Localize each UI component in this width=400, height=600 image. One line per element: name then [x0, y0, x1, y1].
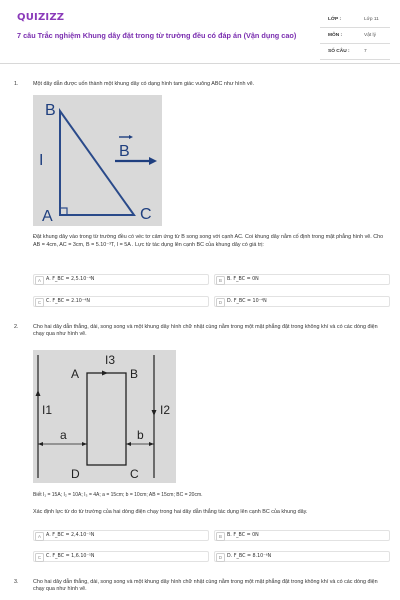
quizizz-logo: QUIZIZZ — [17, 12, 65, 23]
label-b-corner: B — [130, 367, 139, 381]
wire-frame-diagram — [33, 350, 176, 483]
right-angle-mark — [60, 208, 67, 215]
question-2-figure — [33, 350, 176, 483]
choice-badge: C — [35, 553, 44, 562]
q1-choice-d[interactable] — [214, 296, 390, 307]
header-divider — [0, 63, 400, 64]
label-a-vertex: A — [42, 208, 53, 225]
choice-text: D. F_BC = 10⁻⁴N — [227, 298, 267, 304]
label-b-vertex: B — [45, 102, 56, 119]
choice-badge: C — [35, 298, 44, 307]
meta-value-class: Lớp 11 — [364, 17, 379, 22]
distance-a-arrow-left — [38, 442, 43, 446]
label-d-corner: D — [71, 467, 80, 481]
q1-choice-b[interactable] — [214, 274, 390, 285]
choice-badge: D — [216, 553, 225, 562]
choice-text: A. F_BC = 2,4.10⁻⁵N — [46, 532, 95, 538]
q2-choice-a[interactable] — [33, 530, 209, 541]
question-1-text: Một dây dẫn được uốn thành một khung dây có dạng hình tam giác vuông ABC như hình vẽ. — [33, 81, 255, 87]
choice-text: C. F_BC = 2.10⁻⁴N — [46, 298, 90, 304]
field-arrow-head — [149, 157, 157, 165]
distance-b-arrow-left — [126, 442, 131, 446]
label-c-corner: C — [130, 467, 139, 481]
triangle-abc — [60, 111, 134, 215]
q1-choice-c[interactable] — [33, 296, 209, 307]
document-title: 7 câu Trắc nghiệm Khung dây đặt trong từ trường đều có đáp án (Vận dụng cao) — [17, 31, 297, 40]
vector-arrow-head — [129, 135, 133, 139]
q2-choice-d[interactable] — [214, 551, 390, 562]
distance-a-arrow-right — [82, 442, 87, 446]
choice-text: C. F_BC = 1,6.10⁻⁵N — [46, 553, 95, 559]
meta-label-count: SỐ CÂU : — [328, 49, 350, 54]
choice-badge: B — [216, 532, 225, 541]
rectangular-frame — [87, 373, 126, 465]
choice-badge: D — [216, 298, 225, 307]
meta-row-class — [320, 12, 390, 28]
question-2-given: Biết I₁ = 15A; I₂ = 10A; I₃ = 4A; a = 15cm; b = 10cm; AB = 15cm; BC = 20cm. — [33, 492, 203, 498]
label-a-corner: A — [71, 367, 80, 381]
question-3-text: Cho hai dây dẫn thẳng, dài, song song và một khung dây hình chữ nhật cùng nằm trong một mặt phẳng đặt trong không khí và có các dòng điện chạy qua như hình vẽ. — [33, 579, 378, 593]
meta-row-count — [320, 44, 390, 60]
meta-value-count: 7 — [364, 49, 367, 54]
question-1-figure — [33, 95, 162, 226]
label-i3: I3 — [105, 353, 116, 367]
question-2-body: Xác định lực từ do từ trường của hai dòng điện chạy trong hai dây dẫn thẳng tác dụng lên cạnh BC của khung dây. — [33, 509, 308, 515]
choice-text: D. F_BC = 8.10⁻⁶N — [227, 553, 272, 559]
question-2-number: 2. — [14, 324, 19, 330]
meta-panel — [320, 12, 390, 60]
choice-badge: A — [35, 276, 44, 285]
question-2-text: Cho hai dây dẫn thẳng, dài, song song và một khung dây hình chữ nhật cùng nằm trong một mặt phẳng đặt trong không khí và có các dòng điện chạy qua như hình vẽ. — [33, 324, 378, 338]
q2-choice-c[interactable] — [33, 551, 209, 562]
label-distance-b: b — [137, 428, 144, 442]
choice-text: B. F_BC = 0N — [227, 532, 259, 538]
label-current-i: I — [39, 152, 44, 169]
question-1-number: 1. — [14, 81, 19, 87]
label-i2: I2 — [160, 403, 171, 417]
q1-choice-a[interactable] — [33, 274, 209, 285]
wire-1-arrow — [36, 390, 41, 396]
question-3-number: 3. — [14, 579, 19, 585]
choice-badge: A — [35, 532, 44, 541]
meta-label-class: LỚP : — [328, 17, 342, 22]
question-1-body: Đặt khung dây vào trong từ trường đều có véc tơ cảm ứng từ B song song với cạnh AC. Coi khung dây nằm cố định trong mặt phẳng hình vẽ. Cho AB = 4cm, AC = 3cm, B = 5.10⁻³T, I = 5A . Lực từ tác dụng lên cạnh BC của khung dây có giá trị: — [33, 234, 384, 248]
q2-choice-b[interactable] — [214, 530, 390, 541]
meta-label-subject: MÔN : — [328, 33, 343, 38]
frame-current-arrow — [102, 371, 108, 376]
wire-2-arrow — [152, 410, 157, 416]
label-i1: I1 — [42, 403, 53, 417]
triangle-diagram — [33, 95, 162, 226]
choice-text: B. F_BC = 0N — [227, 276, 259, 282]
meta-value-subject: Vật lý — [364, 33, 376, 38]
meta-row-subject — [320, 28, 390, 44]
distance-b-arrow-right — [149, 442, 154, 446]
choice-badge: B — [216, 276, 225, 285]
label-distance-a: a — [60, 428, 67, 442]
choice-text: A. F_BC = 2,5.10⁻⁴N — [46, 276, 95, 282]
label-c-vertex: C — [140, 206, 152, 223]
label-field-b: B — [119, 143, 130, 160]
